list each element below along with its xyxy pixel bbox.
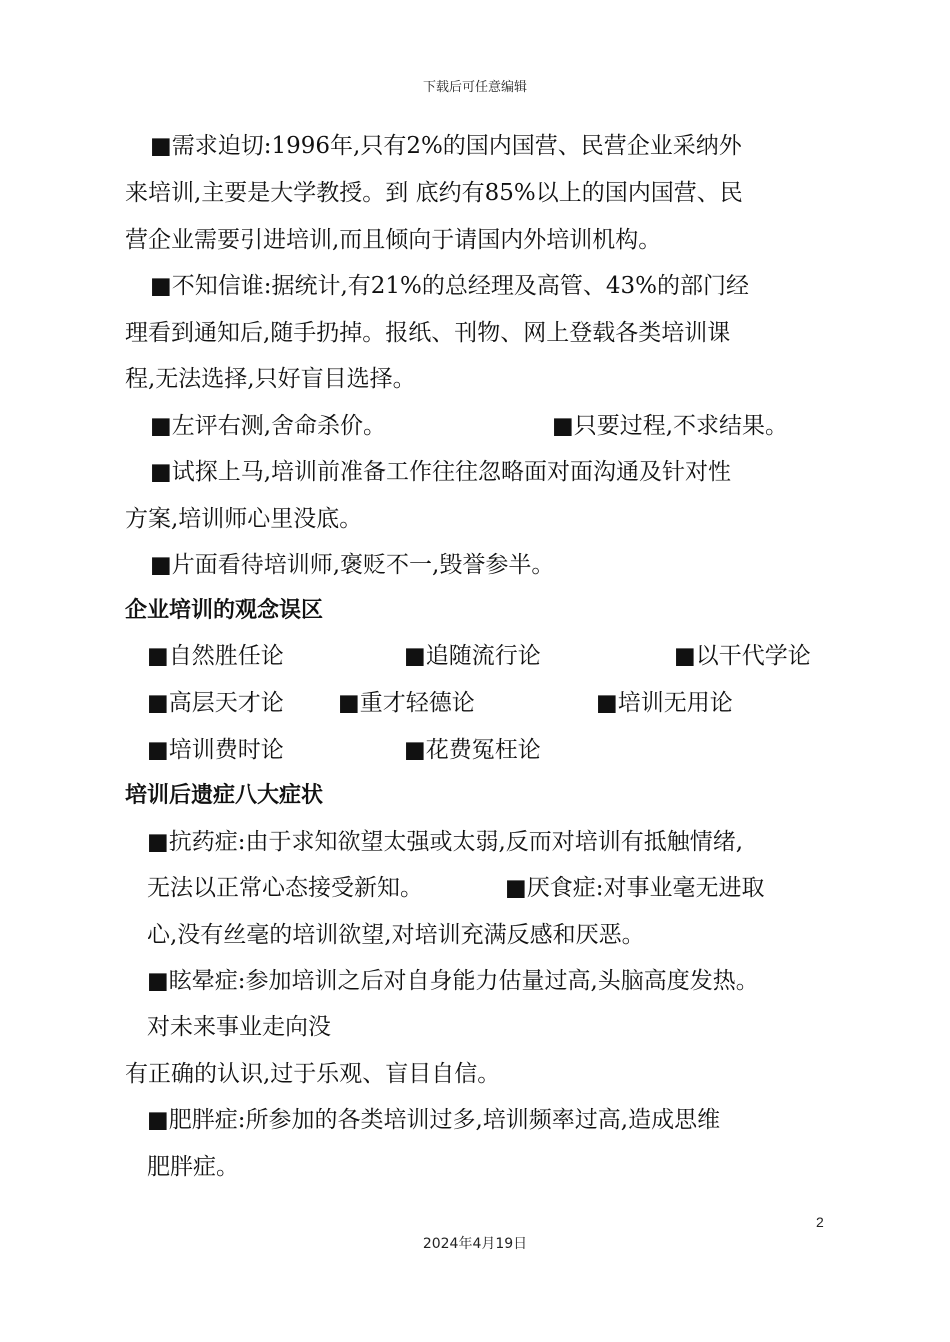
section-heading: 培训后遗症八大症状 [125, 783, 324, 808]
section-heading: 企业培训的观念误区 [125, 598, 324, 623]
page-header: 下载后可任意编辑 [422, 80, 527, 95]
paragraph-line: 来培训,主要是大学教授。到 底约有85%以上的国内国营、民 [125, 180, 743, 206]
page-number: 2 [816, 1214, 824, 1230]
paragraph-line: ■左评右测,舍命杀价。 [150, 413, 387, 439]
paragraph-line: 方案,培训师心里没底。 [125, 506, 363, 532]
paragraph-line: 营企业需要引进培训,而且倾向于请国内外培训机构。 [125, 227, 662, 253]
list-item: ■培训无用论 [596, 690, 733, 716]
list-item: ■自然胜任论 [147, 643, 284, 669]
paragraph-line: ■需求迫切:1996年,只有2%的国内国营、民营企业采纳外 [150, 133, 742, 159]
paragraph-line: 对未来事业走向没 [147, 1014, 331, 1040]
list-item: ■重才轻德论 [338, 690, 475, 716]
paragraph-line: ■眩晕症:参加培训之后对自身能力估量过高,头脑高度发热。 [147, 968, 759, 994]
paragraph-line: ■只要过程,不求结果。 [552, 413, 789, 439]
paragraph-line: 无法以正常心态接受新知。 [147, 875, 423, 901]
paragraph-line: ■不知信谁:据统计,有21%的总经理及高管、43%的部门经 [150, 273, 750, 299]
paragraph-line: ■抗药症:由于求知欲望太强或太弱,反而对培训有抵触情绪, [147, 829, 744, 855]
paragraph-line: ■肥胖症:所参加的各类培训过多,培训频率过高,造成思维 [147, 1107, 721, 1133]
footer-date: 2024年4月19日 [422, 1236, 528, 1252]
list-item: ■追随流行论 [404, 643, 541, 669]
paragraph-line: 肥胖症。 [147, 1154, 239, 1180]
list-item: ■培训费时论 [147, 737, 284, 763]
paragraph-line: 理看到通知后,随手扔掉。报纸、刊物、网上登载各类培训课 [125, 320, 731, 346]
paragraph-line: 有正确的认识,过于乐观、盲目自信。 [125, 1061, 501, 1087]
list-item: ■花费冤枉论 [404, 737, 541, 763]
paragraph-line: 程,无法选择,只好盲目选择。 [125, 366, 416, 392]
list-item: ■高层天才论 [147, 690, 284, 716]
list-item: ■以干代学论 [674, 643, 811, 669]
paragraph-line: 心,没有丝毫的培训欲望,对培训充满反感和厌恶。 [147, 922, 645, 948]
paragraph-line: ■片面看待培训师,褒贬不一,毁誉参半。 [150, 552, 555, 578]
paragraph-line: ■厌食症:对事业毫无进取 [505, 875, 765, 901]
paragraph-line: ■试探上马,培训前准备工作往往忽略面对面沟通及针对性 [150, 459, 732, 485]
